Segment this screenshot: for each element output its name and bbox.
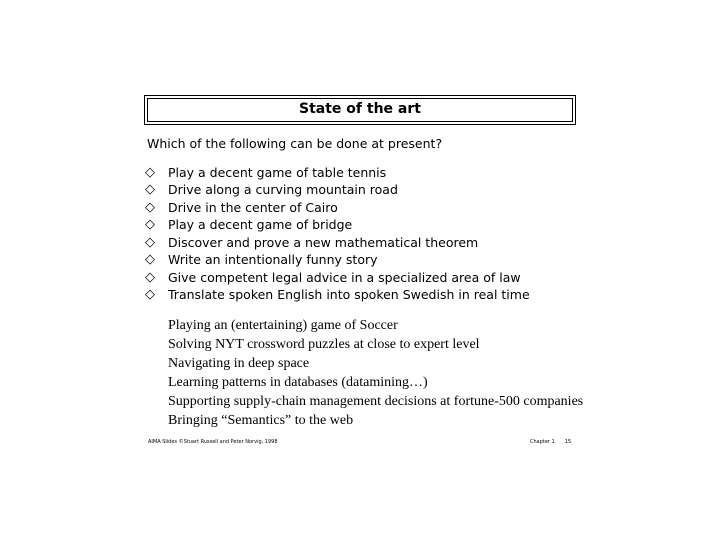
slide-title: State of the art — [299, 101, 421, 117]
footer-credit: AIMA Slides ©Stuart Russell and Peter Norvig, 1998 — [148, 439, 278, 445]
list-item: ◇ Play a decent game of table tennis — [145, 164, 387, 180]
diamond-bullet-icon: ◇ — [145, 199, 155, 215]
list-item: ◇ Play a decent game of bridge — [145, 217, 353, 233]
list-item: ◇ Drive in the center of Cairo — [145, 199, 338, 215]
diamond-bullet-icon: ◇ — [145, 182, 155, 198]
list-item: ◇ Discover and prove a new mathematical theorem — [145, 234, 479, 250]
diamond-bullet-icon: ◇ — [145, 287, 155, 303]
extra-items-list — [168, 316, 583, 430]
list-item: Learning patterns in databases (datamining…) — [168, 375, 428, 390]
list-item: ◇ Give competent legal advice in a specialized area of law — [145, 269, 521, 285]
list-item: Solving NYT crossword puzzles at close to expert level — [168, 337, 480, 352]
bullet-list — [145, 164, 530, 304]
diamond-bullet-icon: ◇ — [145, 217, 155, 233]
diamond-bullet-icon: ◇ — [145, 252, 155, 268]
list-item: Playing an (entertaining) game of Soccer — [168, 318, 398, 333]
diamond-bullet-icon: ◇ — [145, 234, 155, 250]
footer-page-number: 15 — [564, 439, 572, 445]
footer-chapter: Chapter 1 — [530, 439, 555, 445]
slide-title-box — [147, 98, 573, 122]
slide-question: Which of the following can be done at present? — [147, 136, 443, 151]
list-item: Navigating in deep space — [168, 356, 310, 371]
diamond-bullet-icon: ◇ — [145, 164, 155, 180]
list-item: Supporting supply-chain management decisions at fortune-500 companies — [168, 394, 584, 409]
list-item: ◇ Drive along a curving mountain road — [145, 182, 398, 198]
list-item: ◇ Write an intentionally funny story — [145, 252, 378, 268]
diamond-bullet-icon: ◇ — [145, 269, 155, 285]
list-item: ◇ Translate spoken English into spoken Swedish in real time — [145, 287, 530, 303]
list-item: Bringing “Semantics” to the web — [168, 413, 354, 428]
footer-right — [530, 438, 571, 446]
